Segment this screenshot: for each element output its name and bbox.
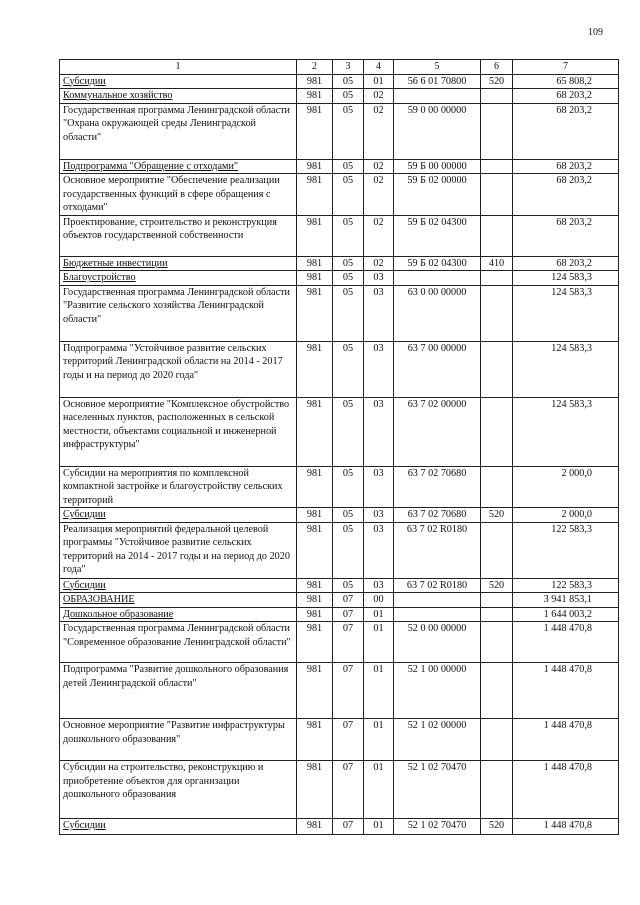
budget-table	[59, 59, 619, 835]
row-section-code: 07	[333, 761, 364, 819]
row-target-article	[394, 271, 481, 286]
table-row	[60, 663, 619, 719]
table-row	[60, 159, 619, 174]
row-subsection-code: 03	[364, 271, 394, 286]
row-expense-type	[481, 341, 513, 397]
row-expense-type	[481, 622, 513, 663]
row-name: Дошкольное образование	[60, 607, 297, 622]
table-row	[60, 215, 619, 256]
row-section-code: 05	[333, 466, 364, 508]
row-name: Бюджетные инвестиции	[60, 256, 297, 271]
row-subsection-code: 03	[364, 397, 394, 466]
row-section-code: 05	[333, 174, 364, 216]
row-section-code: 07	[333, 719, 364, 761]
row-amount: 2 000,0	[513, 466, 619, 508]
row-admin-code: 981	[297, 578, 333, 593]
row-subsection-code: 03	[364, 285, 394, 341]
row-name: Субсидии	[60, 578, 297, 593]
row-admin-code: 981	[297, 466, 333, 508]
page-number: 109	[588, 27, 603, 38]
row-subsection-code: 01	[364, 663, 394, 719]
column-header: 7	[513, 60, 619, 75]
table-row	[60, 397, 619, 466]
row-target-article: 59 0 00 00000	[394, 103, 481, 159]
row-name: Подпрограмма "Обращение с отходами"	[60, 159, 297, 174]
row-subsection-code: 02	[364, 103, 394, 159]
row-expense-type: 520	[481, 578, 513, 593]
row-section-code: 05	[333, 103, 364, 159]
row-admin-code: 981	[297, 819, 333, 835]
column-header: 6	[481, 60, 513, 75]
row-expense-type	[481, 159, 513, 174]
row-amount: 68 203,2	[513, 215, 619, 256]
row-subsection-code: 01	[364, 761, 394, 819]
row-admin-code: 981	[297, 522, 333, 578]
row-name: Основное мероприятие "Обеспечение реализации государственных функций в сфере обращения с отходами"	[60, 174, 297, 216]
row-expense-type	[481, 607, 513, 622]
row-admin-code: 981	[297, 622, 333, 663]
column-header: 4	[364, 60, 394, 75]
row-admin-code: 981	[297, 719, 333, 761]
row-section-code: 07	[333, 622, 364, 663]
table-row	[60, 271, 619, 286]
row-expense-type	[481, 466, 513, 508]
row-admin-code: 981	[297, 397, 333, 466]
table-row	[60, 522, 619, 578]
row-amount: 1 448 470,8	[513, 622, 619, 663]
row-amount: 1 644 003,2	[513, 607, 619, 622]
row-subsection-code: 01	[364, 819, 394, 835]
row-name: Реализация мероприятий федеральной целевой программы "Устойчивое развитие сельских территорий на 2014 - 2017 годы и на период до 2020 года"	[60, 522, 297, 578]
row-subsection-code: 03	[364, 522, 394, 578]
row-section-code: 05	[333, 397, 364, 466]
row-expense-type	[481, 89, 513, 104]
row-target-article: 52 0 00 00000	[394, 622, 481, 663]
row-section-code: 05	[333, 285, 364, 341]
row-subsection-code: 02	[364, 174, 394, 216]
row-target-article: 63 7 02 70680	[394, 466, 481, 508]
row-amount: 124 583,3	[513, 397, 619, 466]
row-subsection-code: 02	[364, 89, 394, 104]
row-subsection-code: 02	[364, 159, 394, 174]
row-expense-type	[481, 522, 513, 578]
column-header: 3	[333, 60, 364, 75]
row-name: Субсидии	[60, 819, 297, 835]
row-expense-type	[481, 285, 513, 341]
row-expense-type: 410	[481, 256, 513, 271]
table-row	[60, 341, 619, 397]
column-header: 1	[60, 60, 297, 75]
row-target-article: 52 1 02 00000	[394, 719, 481, 761]
row-admin-code: 981	[297, 607, 333, 622]
row-name: Подпрограмма "Устойчивое развитие сельских территорий Ленинградской области на 2014 - 2017 годы и на период до 2020 года"	[60, 341, 297, 397]
row-target-article: 63 7 00 00000	[394, 341, 481, 397]
table-row	[60, 466, 619, 508]
row-name: Субсидии	[60, 74, 297, 89]
row-section-code: 05	[333, 508, 364, 523]
row-expense-type: 520	[481, 819, 513, 835]
row-section-code: 05	[333, 159, 364, 174]
table-row	[60, 256, 619, 271]
table-row	[60, 593, 619, 608]
row-target-article	[394, 607, 481, 622]
row-expense-type	[481, 103, 513, 159]
row-admin-code: 981	[297, 593, 333, 608]
row-admin-code: 981	[297, 89, 333, 104]
row-amount: 1 448 470,8	[513, 819, 619, 835]
row-expense-type	[481, 663, 513, 719]
row-amount: 68 203,2	[513, 174, 619, 216]
table-row	[60, 285, 619, 341]
table-row	[60, 508, 619, 523]
row-expense-type: 520	[481, 508, 513, 523]
row-expense-type	[481, 719, 513, 761]
row-expense-type	[481, 174, 513, 216]
row-subsection-code: 03	[364, 578, 394, 593]
row-amount: 2 000,0	[513, 508, 619, 523]
row-target-article: 63 7 02 R0180	[394, 522, 481, 578]
row-section-code: 07	[333, 663, 364, 719]
row-section-code: 05	[333, 341, 364, 397]
row-section-code: 07	[333, 607, 364, 622]
row-name: Коммунальное хозяйство	[60, 89, 297, 104]
row-amount: 124 583,3	[513, 341, 619, 397]
row-name: Проектирование, строительство и реконструкция объектов государственной собственности	[60, 215, 297, 256]
row-amount: 1 448 470,8	[513, 761, 619, 819]
row-amount: 1 448 470,8	[513, 663, 619, 719]
row-subsection-code: 01	[364, 719, 394, 761]
row-name: Благоустройство	[60, 271, 297, 286]
row-section-code: 05	[333, 215, 364, 256]
row-name: ОБРАЗОВАНИЕ	[60, 593, 297, 608]
row-section-code: 05	[333, 256, 364, 271]
row-target-article: 59 Б 00 00000	[394, 159, 481, 174]
row-subsection-code: 03	[364, 341, 394, 397]
row-name: Субсидии на мероприятия по комплексной компактной застройке и благоустройству сельских территорий	[60, 466, 297, 508]
row-admin-code: 981	[297, 159, 333, 174]
row-admin-code: 981	[297, 256, 333, 271]
row-subsection-code: 03	[364, 508, 394, 523]
row-target-article: 52 1 02 70470	[394, 761, 481, 819]
row-amount: 122 583,3	[513, 578, 619, 593]
row-admin-code: 981	[297, 341, 333, 397]
table-header-row	[60, 60, 619, 75]
row-target-article	[394, 593, 481, 608]
row-target-article: 59 Б 02 04300	[394, 215, 481, 256]
table-row	[60, 819, 619, 835]
row-amount: 68 203,2	[513, 103, 619, 159]
row-amount: 68 203,2	[513, 159, 619, 174]
row-subsection-code: 03	[364, 466, 394, 508]
row-subsection-code: 02	[364, 215, 394, 256]
row-target-article: 52 1 00 00000	[394, 663, 481, 719]
row-section-code: 05	[333, 271, 364, 286]
row-admin-code: 981	[297, 74, 333, 89]
row-expense-type	[481, 761, 513, 819]
table-row	[60, 622, 619, 663]
row-subsection-code: 01	[364, 622, 394, 663]
row-amount: 68 203,2	[513, 89, 619, 104]
row-name: Государственная программа Ленинградской области "Современное образование Ленинградской области"	[60, 622, 297, 663]
column-header: 2	[297, 60, 333, 75]
row-admin-code: 981	[297, 663, 333, 719]
row-admin-code: 981	[297, 103, 333, 159]
row-admin-code: 981	[297, 271, 333, 286]
row-name: Субсидии	[60, 508, 297, 523]
row-target-article: 63 0 00 00000	[394, 285, 481, 341]
row-section-code: 07	[333, 819, 364, 835]
table-row	[60, 89, 619, 104]
row-target-article: 63 7 02 70680	[394, 508, 481, 523]
row-amount: 3 941 853,1	[513, 593, 619, 608]
row-admin-code: 981	[297, 174, 333, 216]
row-subsection-code: 01	[364, 74, 394, 89]
table-row	[60, 74, 619, 89]
row-name: Основное мероприятие "Развитие инфраструктуры дошкольного образования"	[60, 719, 297, 761]
row-name: Подпрограмма "Развитие дошкольного образования детей Ленинградской области"	[60, 663, 297, 719]
table-row	[60, 607, 619, 622]
row-expense-type	[481, 397, 513, 466]
row-section-code: 05	[333, 74, 364, 89]
row-target-article: 63 7 02 00000	[394, 397, 481, 466]
row-expense-type	[481, 215, 513, 256]
row-subsection-code: 02	[364, 256, 394, 271]
column-header: 5	[394, 60, 481, 75]
row-section-code: 05	[333, 578, 364, 593]
row-target-article: 52 1 02 70470	[394, 819, 481, 835]
row-amount: 1 448 470,8	[513, 719, 619, 761]
row-target-article: 56 6 01 70800	[394, 74, 481, 89]
table-row	[60, 174, 619, 216]
row-section-code: 07	[333, 593, 364, 608]
row-expense-type	[481, 271, 513, 286]
table-row	[60, 103, 619, 159]
row-name: Основное мероприятие "Комплексное обустройство населенных пунктов, расположенных в сельской местности, объектами социальной и инженерной инфраструктуры"	[60, 397, 297, 466]
row-amount: 122 583,3	[513, 522, 619, 578]
row-admin-code: 981	[297, 761, 333, 819]
row-expense-type: 520	[481, 74, 513, 89]
row-subsection-code: 00	[364, 593, 394, 608]
row-section-code: 05	[333, 522, 364, 578]
table-row	[60, 578, 619, 593]
table-row	[60, 761, 619, 819]
table-row	[60, 719, 619, 761]
row-name: Государственная программа Ленинградской области "Охрана окружающей среды Ленинградской области"	[60, 103, 297, 159]
row-admin-code: 981	[297, 508, 333, 523]
row-target-article: 59 Б 02 00000	[394, 174, 481, 216]
row-amount: 68 203,2	[513, 256, 619, 271]
row-target-article: 59 Б 02 04300	[394, 256, 481, 271]
row-name: Субсидии на строительство, реконструкцию и приобретение объектов для организации дошкольного образования	[60, 761, 297, 819]
row-subsection-code: 01	[364, 607, 394, 622]
row-target-article: 63 7 02 R0180	[394, 578, 481, 593]
row-admin-code: 981	[297, 285, 333, 341]
row-name: Государственная программа Ленинградской области "Развитие сельского хозяйства Ленинградской области"	[60, 285, 297, 341]
row-admin-code: 981	[297, 215, 333, 256]
row-section-code: 05	[333, 89, 364, 104]
row-amount: 124 583,3	[513, 285, 619, 341]
row-amount: 124 583,3	[513, 271, 619, 286]
row-expense-type	[481, 593, 513, 608]
row-target-article	[394, 89, 481, 104]
row-amount: 65 808,2	[513, 74, 619, 89]
